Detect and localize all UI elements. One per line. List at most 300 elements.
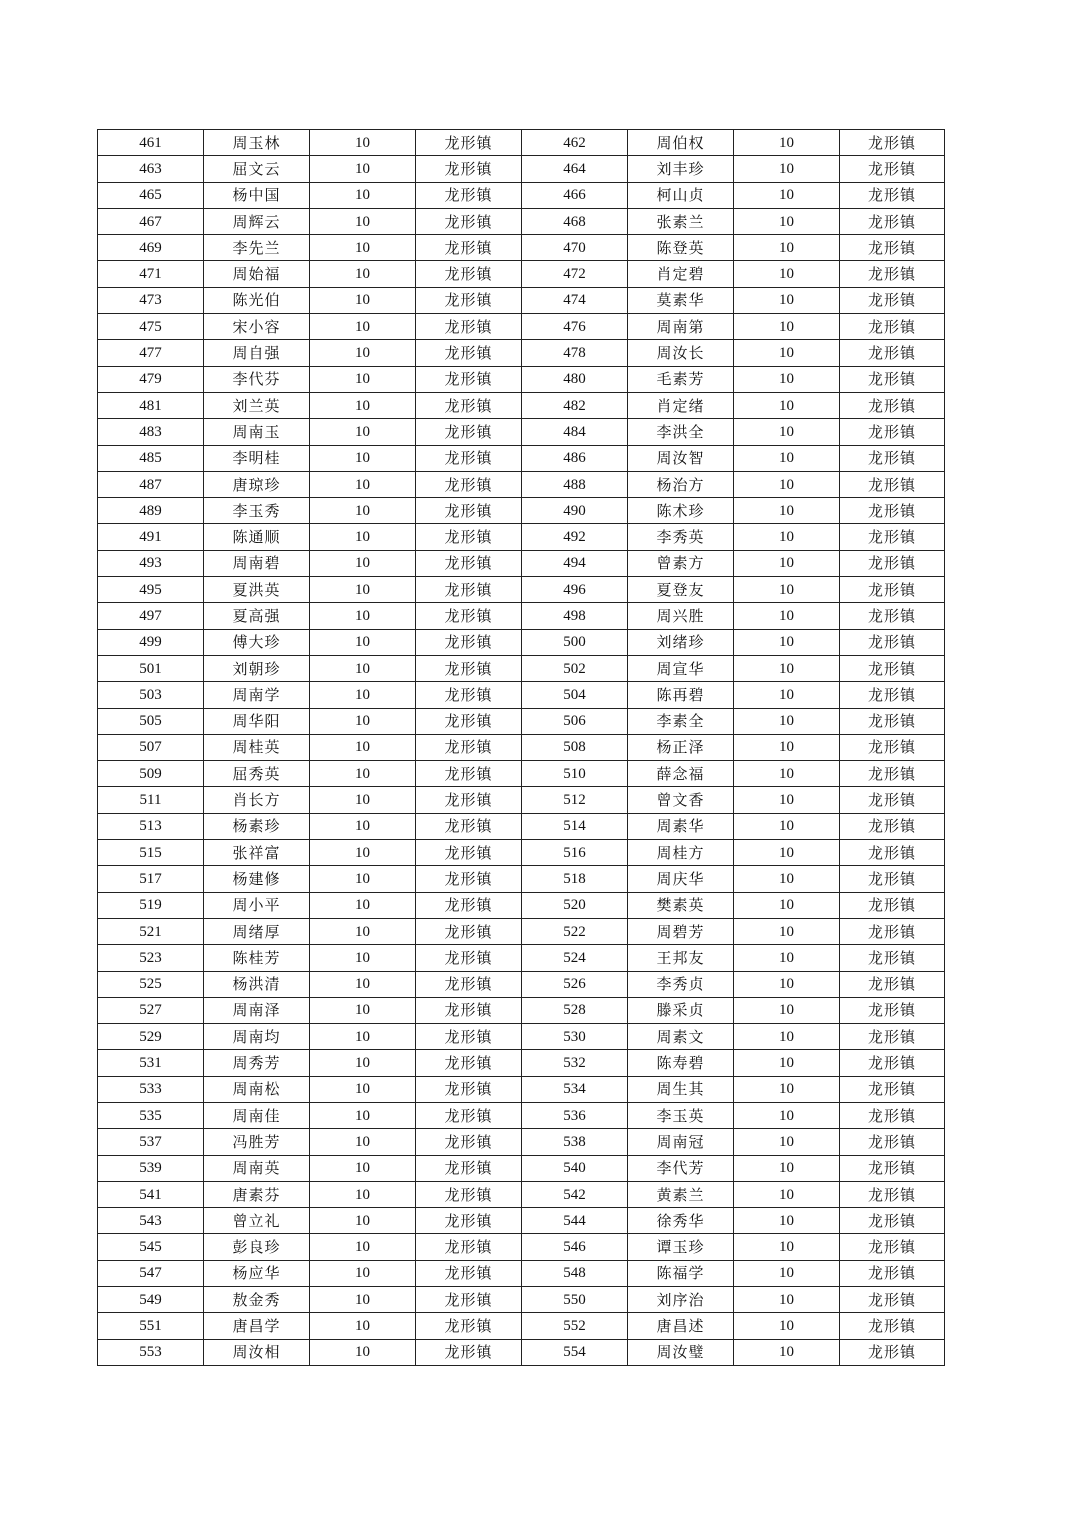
left-person-name-cell: 刘兰英 [204,392,310,418]
right-entry-number-cell: 480 [522,366,628,392]
right-amount-cell: 10 [734,813,840,839]
table-row [98,1076,945,1102]
table-row [98,1208,945,1234]
right-amount-cell: 10 [734,918,840,944]
right-town-name-cell: 龙形镇 [840,1076,945,1102]
table-row [98,577,945,603]
left-amount-cell: 10 [310,1129,416,1155]
right-entry-number-cell: 506 [522,708,628,734]
table-row [98,419,945,445]
right-person-name-cell: 毛素芳 [628,366,734,392]
right-person-name-cell: 陈登英 [628,235,734,261]
right-entry-number-cell: 546 [522,1234,628,1260]
left-person-name-cell: 杨建修 [204,866,310,892]
right-town-name-cell: 龙形镇 [840,1313,945,1339]
right-entry-number-cell: 530 [522,1024,628,1050]
left-entry-number-cell: 551 [98,1313,204,1339]
left-amount-cell: 10 [310,1260,416,1286]
left-town-name-cell: 龙形镇 [416,445,522,471]
left-town-name-cell: 龙形镇 [416,1234,522,1260]
left-person-name-cell: 周南松 [204,1076,310,1102]
right-town-name-cell: 龙形镇 [840,1181,945,1207]
table-row [98,1287,945,1313]
left-amount-cell: 10 [310,182,416,208]
right-entry-number-cell: 470 [522,235,628,261]
right-entry-number-cell: 524 [522,945,628,971]
left-entry-number-cell: 507 [98,734,204,760]
left-amount-cell: 10 [310,471,416,497]
left-entry-number-cell: 461 [98,130,204,156]
table-row [98,1181,945,1207]
left-person-name-cell: 周南佳 [204,1102,310,1128]
table-row [98,156,945,182]
right-town-name-cell: 龙形镇 [840,182,945,208]
right-amount-cell: 10 [734,550,840,576]
left-amount-cell: 10 [310,445,416,471]
right-entry-number-cell: 482 [522,392,628,418]
table-row [98,366,945,392]
right-person-name-cell: 刘绪珍 [628,629,734,655]
left-entry-number-cell: 489 [98,498,204,524]
left-town-name-cell: 龙形镇 [416,261,522,287]
table-row [98,971,945,997]
table-row [98,918,945,944]
right-amount-cell: 10 [734,945,840,971]
right-amount-cell: 10 [734,1102,840,1128]
table-row [98,182,945,208]
right-person-name-cell: 杨正泽 [628,734,734,760]
left-entry-number-cell: 521 [98,918,204,944]
left-entry-number-cell: 487 [98,471,204,497]
left-person-name-cell: 陈光伯 [204,287,310,313]
left-amount-cell: 10 [310,682,416,708]
right-town-name-cell: 龙形镇 [840,419,945,445]
left-amount-cell: 10 [310,892,416,918]
right-entry-number-cell: 520 [522,892,628,918]
left-person-name-cell: 李玉秀 [204,498,310,524]
table-row [98,603,945,629]
left-entry-number-cell: 537 [98,1129,204,1155]
left-person-name-cell: 周秀芳 [204,1050,310,1076]
right-amount-cell: 10 [734,1129,840,1155]
left-person-name-cell: 陈通顺 [204,524,310,550]
left-amount-cell: 10 [310,1050,416,1076]
right-person-name-cell: 徐秀华 [628,1208,734,1234]
right-town-name-cell: 龙形镇 [840,550,945,576]
left-town-name-cell: 龙形镇 [416,524,522,550]
right-town-name-cell: 龙形镇 [840,498,945,524]
left-person-name-cell: 唐昌学 [204,1313,310,1339]
right-entry-number-cell: 492 [522,524,628,550]
left-town-name-cell: 龙形镇 [416,340,522,366]
left-entry-number-cell: 529 [98,1024,204,1050]
table-row [98,392,945,418]
right-person-name-cell: 樊素英 [628,892,734,918]
right-person-name-cell: 莫素华 [628,287,734,313]
left-entry-number-cell: 513 [98,813,204,839]
left-town-name-cell: 龙形镇 [416,182,522,208]
right-entry-number-cell: 518 [522,866,628,892]
right-person-name-cell: 刘丰珍 [628,156,734,182]
table-row [98,1024,945,1050]
left-person-name-cell: 周南均 [204,1024,310,1050]
left-amount-cell: 10 [310,366,416,392]
right-person-name-cell: 李秀英 [628,524,734,550]
left-amount-cell: 10 [310,866,416,892]
right-town-name-cell: 龙形镇 [840,287,945,313]
left-town-name-cell: 龙形镇 [416,1208,522,1234]
left-town-name-cell: 龙形镇 [416,629,522,655]
right-entry-number-cell: 550 [522,1287,628,1313]
right-entry-number-cell: 502 [522,655,628,681]
left-entry-number-cell: 503 [98,682,204,708]
left-town-name-cell: 龙形镇 [416,1181,522,1207]
right-town-name-cell: 龙形镇 [840,945,945,971]
left-town-name-cell: 龙形镇 [416,498,522,524]
left-person-name-cell: 周小平 [204,892,310,918]
right-amount-cell: 10 [734,708,840,734]
left-entry-number-cell: 527 [98,997,204,1023]
table-row [98,261,945,287]
left-person-name-cell: 唐琼珍 [204,471,310,497]
left-amount-cell: 10 [310,1102,416,1128]
roster-body [98,130,945,1366]
right-person-name-cell: 周南冠 [628,1129,734,1155]
right-amount-cell: 10 [734,1076,840,1102]
right-town-name-cell: 龙形镇 [840,208,945,234]
table-row [98,1260,945,1286]
left-town-name-cell: 龙形镇 [416,997,522,1023]
table-row [98,235,945,261]
right-person-name-cell: 周素华 [628,813,734,839]
right-town-name-cell: 龙形镇 [840,392,945,418]
right-amount-cell: 10 [734,1287,840,1313]
left-town-name-cell: 龙形镇 [416,235,522,261]
left-entry-number-cell: 553 [98,1339,204,1365]
right-person-name-cell: 周素文 [628,1024,734,1050]
right-entry-number-cell: 510 [522,761,628,787]
table-row [98,761,945,787]
table-row [98,629,945,655]
left-person-name-cell: 周始福 [204,261,310,287]
left-town-name-cell: 龙形镇 [416,1260,522,1286]
left-amount-cell: 10 [310,971,416,997]
left-person-name-cell: 周自强 [204,340,310,366]
right-amount-cell: 10 [734,1155,840,1181]
left-amount-cell: 10 [310,498,416,524]
left-person-name-cell: 敖金秀 [204,1287,310,1313]
left-entry-number-cell: 525 [98,971,204,997]
left-town-name-cell: 龙形镇 [416,866,522,892]
left-person-name-cell: 周汝相 [204,1339,310,1365]
left-entry-number-cell: 477 [98,340,204,366]
right-person-name-cell: 肖定碧 [628,261,734,287]
right-town-name-cell: 龙形镇 [840,577,945,603]
right-town-name-cell: 龙形镇 [840,1208,945,1234]
right-town-name-cell: 龙形镇 [840,708,945,734]
left-entry-number-cell: 491 [98,524,204,550]
left-amount-cell: 10 [310,655,416,681]
left-amount-cell: 10 [310,261,416,287]
right-person-name-cell: 曾素方 [628,550,734,576]
right-town-name-cell: 龙形镇 [840,918,945,944]
table-row [98,997,945,1023]
left-entry-number-cell: 475 [98,314,204,340]
right-person-name-cell: 周桂方 [628,840,734,866]
table-row [98,892,945,918]
right-amount-cell: 10 [734,892,840,918]
right-person-name-cell: 李玉英 [628,1102,734,1128]
right-entry-number-cell: 528 [522,997,628,1023]
right-person-name-cell: 周伯权 [628,130,734,156]
left-amount-cell: 10 [310,340,416,366]
left-person-name-cell: 张祥富 [204,840,310,866]
left-town-name-cell: 龙形镇 [416,1050,522,1076]
right-entry-number-cell: 512 [522,787,628,813]
right-amount-cell: 10 [734,761,840,787]
right-entry-number-cell: 542 [522,1181,628,1207]
right-entry-number-cell: 474 [522,287,628,313]
right-amount-cell: 10 [734,419,840,445]
right-entry-number-cell: 476 [522,314,628,340]
left-town-name-cell: 龙形镇 [416,577,522,603]
right-amount-cell: 10 [734,261,840,287]
left-town-name-cell: 龙形镇 [416,1102,522,1128]
right-amount-cell: 10 [734,787,840,813]
right-town-name-cell: 龙形镇 [840,866,945,892]
right-town-name-cell: 龙形镇 [840,1287,945,1313]
right-amount-cell: 10 [734,524,840,550]
right-amount-cell: 10 [734,366,840,392]
table-row [98,550,945,576]
left-town-name-cell: 龙形镇 [416,655,522,681]
right-entry-number-cell: 534 [522,1076,628,1102]
table-row [98,1129,945,1155]
left-amount-cell: 10 [310,287,416,313]
right-entry-number-cell: 464 [522,156,628,182]
right-town-name-cell: 龙形镇 [840,261,945,287]
left-amount-cell: 10 [310,1339,416,1365]
table-row [98,655,945,681]
right-person-name-cell: 肖定绪 [628,392,734,418]
right-person-name-cell: 李洪全 [628,419,734,445]
right-town-name-cell: 龙形镇 [840,971,945,997]
right-amount-cell: 10 [734,1339,840,1365]
left-town-name-cell: 龙形镇 [416,314,522,340]
right-person-name-cell: 周兴胜 [628,603,734,629]
left-amount-cell: 10 [310,1208,416,1234]
right-amount-cell: 10 [734,208,840,234]
right-entry-number-cell: 478 [522,340,628,366]
left-entry-number-cell: 483 [98,419,204,445]
right-town-name-cell: 龙形镇 [840,603,945,629]
right-town-name-cell: 龙形镇 [840,840,945,866]
right-entry-number-cell: 544 [522,1208,628,1234]
left-amount-cell: 10 [310,1024,416,1050]
left-town-name-cell: 龙形镇 [416,419,522,445]
right-entry-number-cell: 522 [522,918,628,944]
left-town-name-cell: 龙形镇 [416,1155,522,1181]
left-entry-number-cell: 495 [98,577,204,603]
left-entry-number-cell: 493 [98,550,204,576]
table-row [98,287,945,313]
right-entry-number-cell: 536 [522,1102,628,1128]
left-amount-cell: 10 [310,577,416,603]
right-entry-number-cell: 468 [522,208,628,234]
right-town-name-cell: 龙形镇 [840,761,945,787]
right-entry-number-cell: 552 [522,1313,628,1339]
right-town-name-cell: 龙形镇 [840,892,945,918]
right-entry-number-cell: 484 [522,419,628,445]
left-amount-cell: 10 [310,761,416,787]
right-person-name-cell: 李代芳 [628,1155,734,1181]
left-entry-number-cell: 543 [98,1208,204,1234]
right-amount-cell: 10 [734,1260,840,1286]
left-person-name-cell: 周南学 [204,682,310,708]
table-row [98,813,945,839]
table-row [98,734,945,760]
left-person-name-cell: 杨应华 [204,1260,310,1286]
left-entry-number-cell: 505 [98,708,204,734]
left-entry-number-cell: 519 [98,892,204,918]
left-entry-number-cell: 473 [98,287,204,313]
left-entry-number-cell: 511 [98,787,204,813]
left-entry-number-cell: 469 [98,235,204,261]
table-row [98,445,945,471]
right-entry-number-cell: 486 [522,445,628,471]
left-entry-number-cell: 481 [98,392,204,418]
right-entry-number-cell: 514 [522,813,628,839]
left-town-name-cell: 龙形镇 [416,1313,522,1339]
right-entry-number-cell: 548 [522,1260,628,1286]
right-amount-cell: 10 [734,734,840,760]
right-town-name-cell: 龙形镇 [840,734,945,760]
right-person-name-cell: 周汝智 [628,445,734,471]
table-row [98,1155,945,1181]
left-amount-cell: 10 [310,1287,416,1313]
left-person-name-cell: 刘朝珍 [204,655,310,681]
right-person-name-cell: 周南第 [628,314,734,340]
left-entry-number-cell: 465 [98,182,204,208]
left-town-name-cell: 龙形镇 [416,392,522,418]
table-row [98,866,945,892]
left-amount-cell: 10 [310,1313,416,1339]
right-person-name-cell: 刘序治 [628,1287,734,1313]
right-town-name-cell: 龙形镇 [840,1234,945,1260]
right-person-name-cell: 黄素兰 [628,1181,734,1207]
right-amount-cell: 10 [734,1234,840,1260]
right-town-name-cell: 龙形镇 [840,1155,945,1181]
right-town-name-cell: 龙形镇 [840,1102,945,1128]
left-town-name-cell: 龙形镇 [416,840,522,866]
left-person-name-cell: 傅大珍 [204,629,310,655]
left-person-name-cell: 屈秀英 [204,761,310,787]
right-town-name-cell: 龙形镇 [840,524,945,550]
right-amount-cell: 10 [734,314,840,340]
left-amount-cell: 10 [310,1181,416,1207]
left-person-name-cell: 周南碧 [204,550,310,576]
right-person-name-cell: 李素全 [628,708,734,734]
right-person-name-cell: 陈术珍 [628,498,734,524]
left-amount-cell: 10 [310,524,416,550]
left-entry-number-cell: 531 [98,1050,204,1076]
left-person-name-cell: 周南玉 [204,419,310,445]
left-town-name-cell: 龙形镇 [416,1024,522,1050]
right-person-name-cell: 陈寿碧 [628,1050,734,1076]
left-town-name-cell: 龙形镇 [416,287,522,313]
right-entry-number-cell: 472 [522,261,628,287]
right-person-name-cell: 李秀贞 [628,971,734,997]
right-town-name-cell: 龙形镇 [840,366,945,392]
right-amount-cell: 10 [734,997,840,1023]
right-amount-cell: 10 [734,840,840,866]
table-row [98,682,945,708]
right-entry-number-cell: 462 [522,130,628,156]
left-entry-number-cell: 509 [98,761,204,787]
left-entry-number-cell: 545 [98,1234,204,1260]
left-town-name-cell: 龙形镇 [416,603,522,629]
right-amount-cell: 10 [734,130,840,156]
right-town-name-cell: 龙形镇 [840,682,945,708]
table-row [98,1102,945,1128]
left-amount-cell: 10 [310,918,416,944]
right-amount-cell: 10 [734,1024,840,1050]
left-amount-cell: 10 [310,392,416,418]
left-person-name-cell: 屈文云 [204,156,310,182]
right-amount-cell: 10 [734,682,840,708]
right-town-name-cell: 龙形镇 [840,813,945,839]
right-person-name-cell: 唐昌述 [628,1313,734,1339]
right-amount-cell: 10 [734,1313,840,1339]
right-amount-cell: 10 [734,340,840,366]
table-row [98,708,945,734]
right-amount-cell: 10 [734,971,840,997]
left-entry-number-cell: 497 [98,603,204,629]
right-amount-cell: 10 [734,445,840,471]
right-person-name-cell: 陈福学 [628,1260,734,1286]
left-amount-cell: 10 [310,130,416,156]
right-entry-number-cell: 532 [522,1050,628,1076]
table-row [98,471,945,497]
left-town-name-cell: 龙形镇 [416,682,522,708]
right-entry-number-cell: 466 [522,182,628,208]
left-entry-number-cell: 535 [98,1102,204,1128]
left-town-name-cell: 龙形镇 [416,761,522,787]
right-town-name-cell: 龙形镇 [840,655,945,681]
right-amount-cell: 10 [734,235,840,261]
left-town-name-cell: 龙形镇 [416,130,522,156]
right-town-name-cell: 龙形镇 [840,340,945,366]
left-town-name-cell: 龙形镇 [416,708,522,734]
left-person-name-cell: 周玉林 [204,130,310,156]
left-person-name-cell: 周南英 [204,1155,310,1181]
right-amount-cell: 10 [734,471,840,497]
left-amount-cell: 10 [310,314,416,340]
right-town-name-cell: 龙形镇 [840,1129,945,1155]
right-person-name-cell: 陈再碧 [628,682,734,708]
right-amount-cell: 10 [734,1050,840,1076]
right-town-name-cell: 龙形镇 [840,445,945,471]
table-row [98,524,945,550]
right-person-name-cell: 周生其 [628,1076,734,1102]
left-entry-number-cell: 515 [98,840,204,866]
table-row [98,1234,945,1260]
left-town-name-cell: 龙形镇 [416,1129,522,1155]
left-person-name-cell: 夏洪英 [204,577,310,603]
table-row [98,1339,945,1365]
left-entry-number-cell: 523 [98,945,204,971]
right-amount-cell: 10 [734,156,840,182]
